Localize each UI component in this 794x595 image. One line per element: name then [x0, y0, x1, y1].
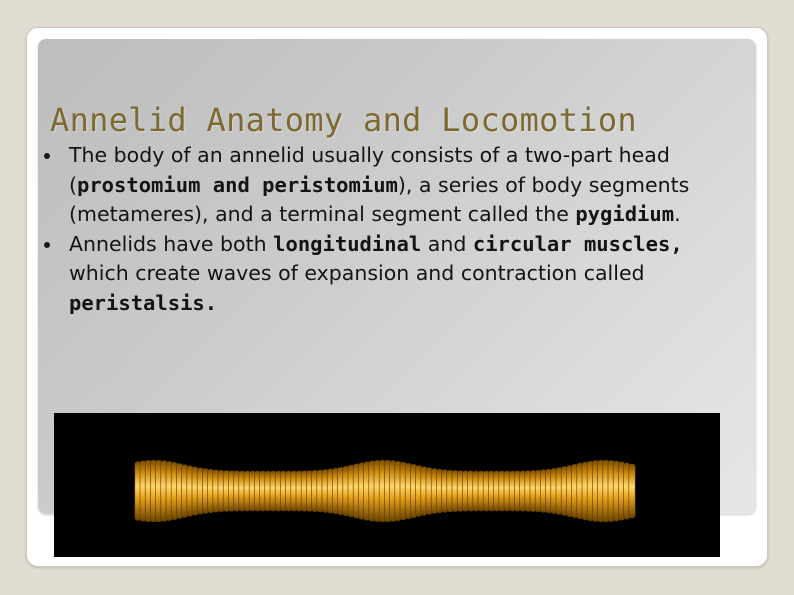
segmented-worm-icon [54, 413, 720, 557]
bullet-text: The body of an annelid usually consists of a two-part head ( [69, 143, 670, 197]
bullet-item [44, 141, 734, 230]
bullet-item [44, 230, 734, 319]
bold-term: circular muscles, [472, 231, 683, 256]
bullet-dot-icon [44, 242, 50, 248]
bold-term: pygidium [575, 202, 675, 226]
bold-term: peristalsis. [69, 290, 218, 315]
bold-term: longitudinal [273, 231, 422, 256]
worm-segment [629, 464, 635, 518]
bullet-text: which create waves of expansion and contraction called [69, 261, 645, 285]
bullet-text: and [421, 231, 473, 256]
bullet-text: Annelids have both [69, 231, 274, 256]
bullet-dot-icon [44, 153, 50, 159]
worm-animation-video[interactable] [54, 413, 720, 557]
bold-term: prostomium and peristomium [77, 172, 398, 197]
bullet-text: ), a series of body segments (metameres), and a terminal segment called the [69, 172, 690, 226]
bullet-text: . [674, 202, 681, 226]
slide-title: Annelid Anatomy and Locomotion [50, 101, 637, 139]
bullet-list [44, 141, 734, 318]
